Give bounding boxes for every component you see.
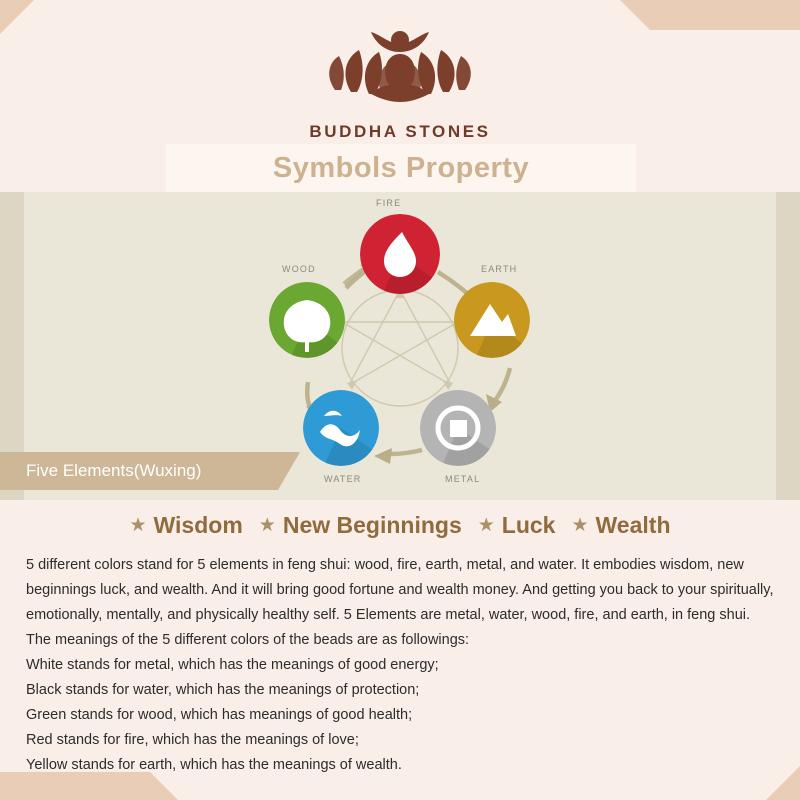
keyword-label: New Beginnings [282,512,462,538]
meaning-line-fire: Red stands for fire, which has the meanings of love; [26,732,359,748]
element-label-fire: FIRE [376,198,402,208]
keyword-item-wealth [571,512,670,539]
brand-logo [0,18,800,142]
title-banner [166,144,636,192]
page-title: Symbols Property [272,151,530,184]
keyword-label: Wisdom [153,512,243,538]
element-label-wood: WOOD [282,264,316,274]
meaning-line-earth: Yellow stands for earth, which has the meanings of wealth. [26,757,402,773]
keywords-row [0,512,800,539]
panel-edge-right [776,192,800,500]
description-text-block [26,553,778,778]
keyword-item-new-beginnings [259,512,462,539]
meaning-line-water: Black stands for water, which has the meanings of protection; [26,682,420,698]
star-icon: ★ [129,515,147,536]
star-icon: ★ [258,515,276,536]
lotus-meditation-icon [305,18,495,118]
section-tag-wedge [278,452,300,490]
brand-name: BUDDHA STONES [309,122,491,141]
keyword-item-luck [478,512,556,539]
section-tag-label: Five Elements(Wuxing) [26,461,202,480]
star-icon: ★ [477,515,495,536]
keyword-item-wisdom [129,512,242,539]
meaning-line-metal: White stands for metal, which has the meanings of good energy; [26,657,439,673]
keyword-label: Wealth [595,512,671,538]
meaning-line-wood: Green stands for wood, which has meanings of good health; [26,707,413,723]
element-label-water: WATER [324,474,362,484]
element-label-earth: EARTH [481,264,518,274]
keyword-label: Luck [501,512,556,538]
description-paragraph: 5 different colors stand for 5 elements in feng shui: wood, fire, earth, metal, and water. It embodies wisdom, new beginnings luck, and wealth. And it will bring good fortune and wealth money. And getting you back to your spiritually, emotionally, mentally, and physically healthy self. 5 Elements are metal, water, wood, fire, and earth, in feng shui. The meanings of the 5 different colors of the beads are as followings: [26,557,774,648]
star-icon: ★ [571,515,589,536]
element-label-metal: METAL [445,474,481,484]
